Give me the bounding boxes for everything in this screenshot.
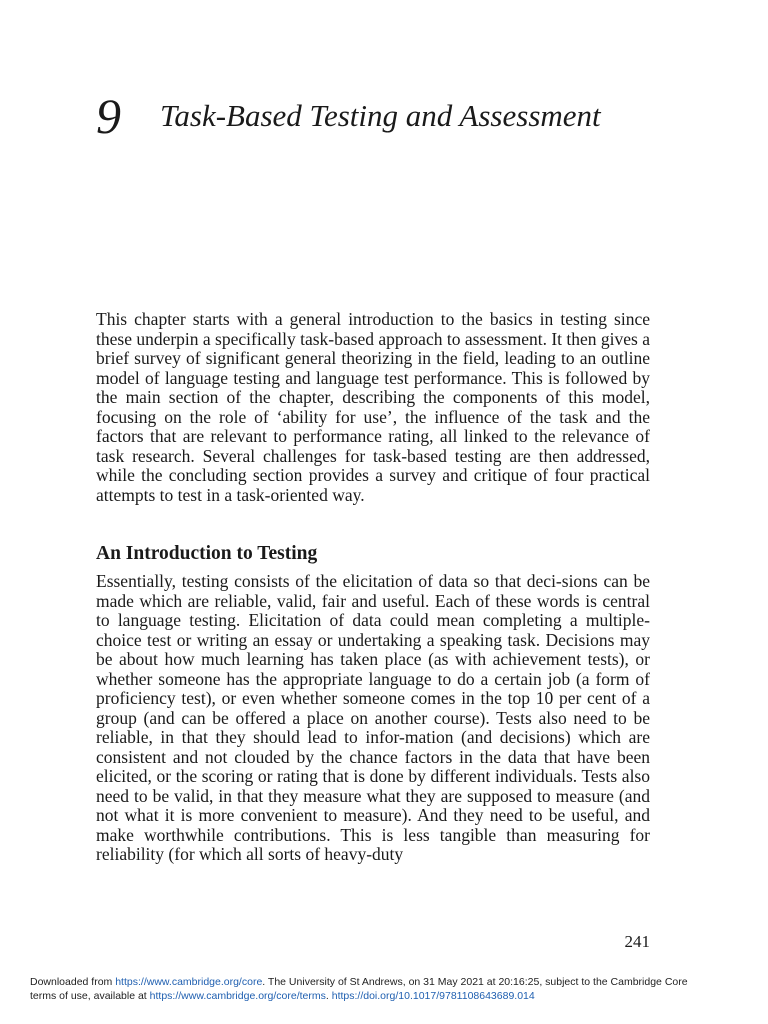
download-footer <box>30 975 750 1003</box>
doi-link[interactable]: https://doi.org/10.1017/9781108643689.014 <box>331 990 535 1002</box>
chapter-title: Task-Based Testing and Assessment <box>160 98 601 133</box>
section-heading: An Introduction to Testing <box>96 543 318 564</box>
footer-suffix: . The University of St Andrews, on 31 May 2021 at 20:16:25, subject to the Cambridge Core <box>262 976 688 988</box>
cambridge-core-link[interactable]: https://www.cambridge.org/core <box>115 976 263 988</box>
chapter-number: 9 <box>96 88 121 144</box>
page-number: 241 <box>624 932 650 951</box>
footer-line-2 <box>30 989 750 1003</box>
chapter-heading <box>96 88 676 148</box>
footer-separator: . <box>325 990 332 1002</box>
section-body-text: Essentially, testing consists of the elicitation of data so that deci-sions can be made which are reliable, valid, fair and useful. Each of these words is central to language testing. Elicitation of data could mean completing a multiple-choice test or writing an essay or undertaking a speaking task. Decisions may be about how much learning has taken place (as with achievement tests), or whether someone has the appropriate language to do a certain job (a form of proficiency test), or even whether someone comes in the top 10 per cent of a group (and can be offered a place on another course). Tests also need to be reliable, in that they should lead to infor-mation (and decisions) which are consistent and not clouded by the chance factors in the data that have been elicited, or the scoring or rating that is done by different individuals. Tests also need to be valid, in that they measure what they are supposed to measure (and not what it is more convenient to measure). And they need to be useful, and make worthwhile contributions. This is less tangible than measuring for reliability (for which all sorts of heavy-duty <box>96 571 650 864</box>
chapter-abstract: This chapter starts with a general introduction to the basics in testing since these underpin a specifically task-based approach to assessment. It then gives a brief survey of significant general theorizing in the field, leading to an outline model of language testing and language test performance. This is followed by the main section of the chapter, describing the components of this model, focusing on the role of ‘ability for use’, the influence of the task and the factors that are relevant to performance rating, all linked to the relevance of task research. Several challenges for task-based testing are then addressed, while the concluding section provides a survey and critique of four practical attempts to test in a task-oriented way. <box>96 309 650 505</box>
footer-terms-prefix: terms of use, available at <box>30 990 150 1002</box>
footer-prefix: Downloaded from <box>30 976 116 988</box>
terms-link[interactable]: https://www.cambridge.org/core/terms <box>149 990 326 1002</box>
footer-line-1 <box>30 975 750 989</box>
